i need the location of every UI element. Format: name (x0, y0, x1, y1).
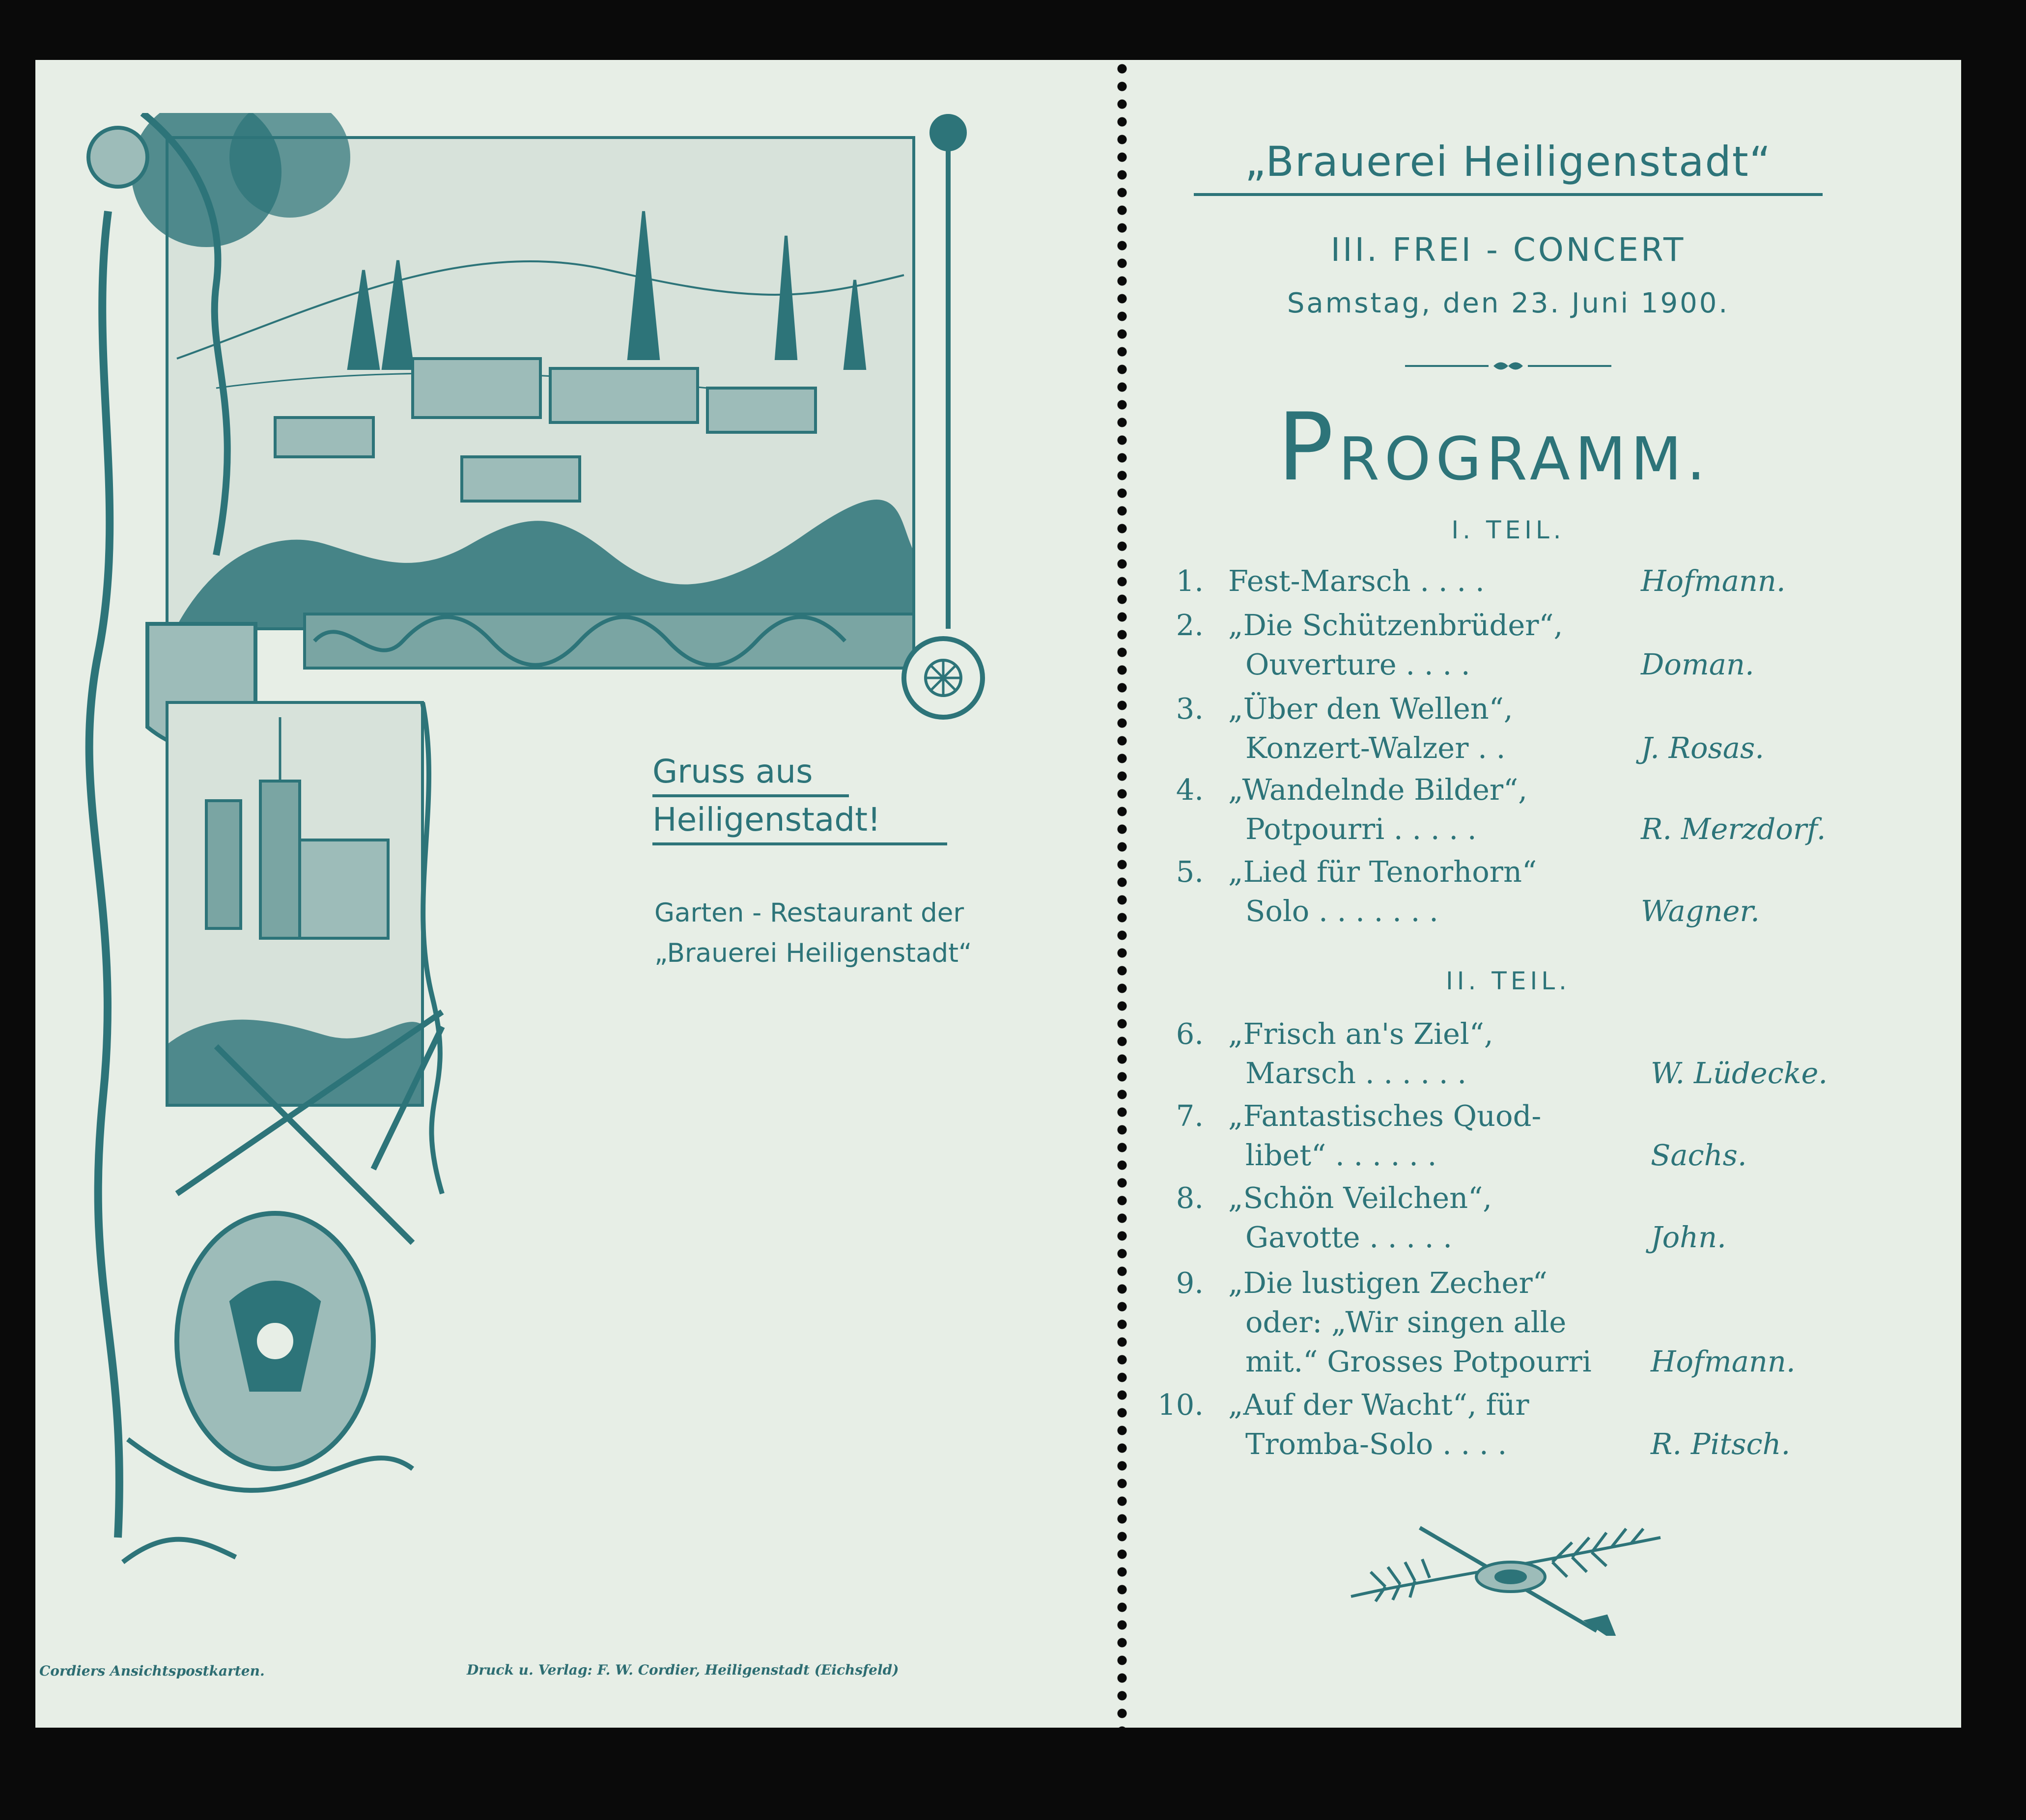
item-title: „Fantastisches Quod- (1228, 1099, 1542, 1133)
title-rule (1194, 193, 1823, 196)
item-subtitle: Konzert-Walzer . . (1245, 731, 1506, 765)
venue-line2: „Brauerei Heiligenstadt“ (654, 938, 972, 968)
item-number: 7. (1176, 1099, 1204, 1133)
programm-rest: ROGRAMM. (1338, 425, 1711, 494)
footer-publisher-series: Cordiers Ansichtspostkarten. (39, 1663, 265, 1679)
part2-heading: II. TEIL. (1446, 967, 1571, 995)
item-composer: Hofmann. (1651, 1344, 1796, 1378)
item-composer: R. Merzdorf. (1641, 812, 1826, 846)
item-title: „Auf der Wacht“, für (1228, 1388, 1529, 1422)
item-title: „Lied für Tenorhorn“ (1228, 855, 1537, 889)
item-subtitle: Gavotte . . . . . (1245, 1220, 1453, 1254)
brewery-title: „Brauerei Heiligenstadt“ (1244, 138, 1772, 186)
divider-ornament (1405, 356, 1611, 376)
item-subtitle: Potpourri . . . . . (1245, 812, 1477, 846)
item-title: „Frisch an's Ziel“, (1228, 1017, 1493, 1051)
item-subtitle: Tromba-Solo . . . . (1245, 1427, 1507, 1461)
item-subtitle: libet“ . . . . . . (1245, 1138, 1437, 1172)
item-composer: John. (1651, 1220, 1726, 1254)
item-title: „Über den Wellen“, (1228, 692, 1513, 726)
trumpet-palm-ornament (1341, 1518, 1685, 1636)
item-composer: Wagner. (1641, 894, 1760, 928)
item-number: 10. (1157, 1388, 1204, 1422)
greeting-line2: Heiligenstadt! (652, 797, 947, 845)
item-composer: Sachs. (1651, 1138, 1747, 1172)
item-number: 8. (1176, 1181, 1204, 1215)
item-number: 5. (1176, 855, 1204, 889)
item-subtitle: Solo . . . . . . . (1245, 894, 1438, 928)
concert-title: III. FREI - CONCERT (1330, 231, 1686, 269)
item-title: Fest-Marsch . . . . (1228, 564, 1485, 598)
item-composer: R. Pitsch. (1651, 1427, 1791, 1461)
item-title: „Schön Veilchen“, (1228, 1181, 1492, 1215)
item-title: „Die lustigen Zecher“ (1228, 1266, 1548, 1300)
item-title: „Wandelnde Bilder“, (1228, 773, 1528, 807)
item-number: 1. (1176, 564, 1204, 598)
item-subtitle: oder: „Wir singen alle (1245, 1305, 1567, 1339)
item-composer: J. Rosas. (1641, 731, 1765, 765)
greeting (652, 749, 947, 845)
part1-heading: I. TEIL. (1451, 516, 1565, 544)
footer-printer: Druck u. Verlag: F. W. Cordier, Heiligenstadt (Eichsfeld) (467, 1662, 899, 1678)
item-subtitle: Marsch . . . . . . (1245, 1056, 1467, 1090)
item-subtitle: mit.“ Grosses Potpourri (1245, 1344, 1592, 1378)
item-composer: W. Lüdecke. (1651, 1056, 1828, 1090)
item-title: „Die Schützenbrüder“, (1228, 608, 1563, 642)
venue-text (654, 893, 972, 974)
venue-line1: Garten - Restaurant der (654, 898, 964, 928)
item-number: 6. (1176, 1017, 1204, 1051)
item-number: 2. (1176, 608, 1204, 642)
programm-initial: P (1277, 393, 1339, 502)
item-number: 4. (1176, 773, 1204, 807)
item-number: 3. (1176, 692, 1204, 726)
concert-date: Samstag, den 23. Juni 1900. (1287, 287, 1730, 319)
programm-heading (1277, 393, 1710, 502)
greeting-line1: Gruss aus (652, 749, 849, 797)
item-composer: Doman. (1641, 647, 1754, 681)
perforation-line (1116, 60, 1128, 1728)
item-number: 9. (1176, 1266, 1204, 1300)
item-composer: Hofmann. (1641, 564, 1786, 598)
item-subtitle: Ouverture . . . . (1245, 647, 1470, 681)
